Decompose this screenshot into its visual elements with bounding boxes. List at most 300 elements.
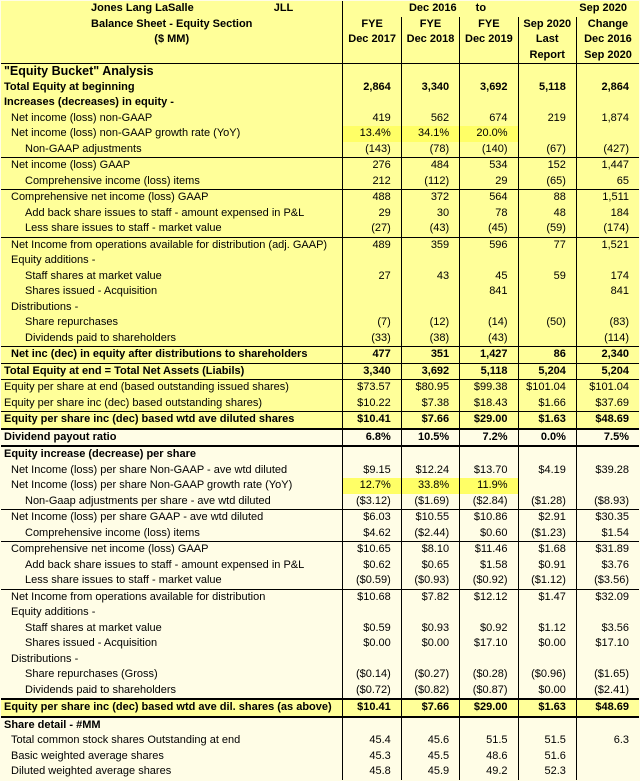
cell-value [343,446,401,463]
cell-value: 0.0% [518,429,576,447]
cell-value: (33) [343,331,401,347]
cell-value: (65) [518,174,576,190]
col2-head-a: FYE [401,17,459,33]
cell-value: 1,511 [576,190,639,206]
cell-value: ($8.93) [576,494,639,510]
cell-value: $29.00 [460,412,518,429]
cell-value: (45) [460,221,518,237]
cell-value: (14) [460,315,518,331]
cell-value: $8.10 [401,542,459,558]
cell-value [401,717,459,734]
cell-value: $10.65 [343,542,401,558]
cell-value: ($3.12) [343,494,401,510]
cell-value: 184 [576,206,639,222]
row-label: Dividends paid to shareholders [1,331,343,347]
cell-value: (78) [401,142,459,158]
col5-head-c: Sep 2020 [576,48,639,64]
table-row [1,190,639,206]
cell-value [401,652,459,668]
cell-value [460,717,518,734]
row-label: Staff shares at market value [1,621,343,637]
cell-value [576,446,639,463]
cell-value: 11.9% [460,478,518,494]
col2-head-b: Dec 2018 [401,32,459,48]
cell-value: 219 [518,111,576,127]
cell-value: (140) [460,142,518,158]
cell-value: $11.46 [460,542,518,558]
cell-value: 1,427 [460,347,518,364]
cell-value: $29.00 [460,699,518,717]
cell-value [460,446,518,463]
cell-value: 372 [401,190,459,206]
cell-value: $18.43 [460,396,518,412]
cell-value: ($2.84) [460,494,518,510]
table-row [1,764,639,780]
row-label: Net Income (loss) per share Non-GAAP growth rate (YoY) [1,478,343,494]
cell-value [401,300,459,316]
cell-value: 7.2% [460,429,518,447]
cell-value: 20.0% [460,126,518,142]
cell-value [576,605,639,621]
row-label: Share repurchases (Gross) [1,667,343,683]
cell-value [518,126,576,142]
cell-value: $17.10 [460,636,518,652]
cell-value [518,284,576,300]
cell-value: $1.68 [518,542,576,558]
row-label: Net income (loss) GAAP [1,158,343,174]
cell-value: 3,692 [401,363,459,380]
cell-value [401,253,459,269]
cell-value: ($0.27) [401,667,459,683]
cell-value: $1.63 [518,699,576,717]
cell-value [460,95,518,111]
cell-value [576,478,639,494]
cell-value [460,253,518,269]
cell-value [576,749,639,765]
cell-value [576,652,639,668]
cell-value [576,764,639,780]
cell-value: 276 [343,158,401,174]
cell-value [401,605,459,621]
cell-value: $0.60 [460,526,518,542]
cell-value [518,652,576,668]
table-row [1,412,639,429]
table-row [1,158,639,174]
cell-value [518,300,576,316]
cell-value [343,253,401,269]
cell-value: ($0.82) [401,683,459,700]
period-from: Dec 2016 [343,1,460,17]
row-label: Shares issued - Acquisition [1,284,343,300]
row-label: Net income (loss) non-GAAP [1,111,343,127]
table-row [1,699,639,717]
cell-value: 45.3 [343,749,401,765]
table-row [1,429,639,447]
cell-value: ($1.69) [401,494,459,510]
cell-value: 212 [343,174,401,190]
row-label: Add back share issues to staff - amount expensed in P&L [1,206,343,222]
col4-head-c: Report [518,48,576,64]
cell-value: ($0.72) [343,683,401,700]
cell-value: 2,340 [576,347,639,364]
cell-value: 674 [460,111,518,127]
table-row [1,717,639,734]
cell-value: 174 [576,269,639,285]
cell-value [576,253,639,269]
row-label: Equity additions - [1,605,343,621]
cell-value: 29 [460,174,518,190]
cell-value: 1,874 [576,111,639,127]
cell-value: 27 [343,269,401,285]
cell-value: 841 [460,284,518,300]
cell-value: 52.3 [518,764,576,780]
table-row [1,347,639,364]
cell-value: $0.65 [401,558,459,574]
col4-head-b: Last [518,32,576,48]
row-label: Non-GAAP adjustments [1,142,343,158]
cell-value: 45.9 [401,764,459,780]
cell-value: $9.15 [343,463,401,479]
cell-value: (38) [401,331,459,347]
cell-value [518,717,576,734]
row-label: Comprehensive net income (loss) GAAP [1,542,343,558]
table-row [1,542,639,558]
cell-value: ($1.65) [576,667,639,683]
cell-value: $10.41 [343,699,401,717]
cell-value [576,300,639,316]
table-row [1,80,639,96]
units-label: ($ MM) [1,32,343,48]
cell-value: 45.4 [343,733,401,749]
cell-value: 51.6 [518,749,576,765]
row-label: Staff shares at market value [1,269,343,285]
cell-value: $48.69 [576,412,639,429]
cell-value [518,95,576,111]
cell-value: $12.24 [401,463,459,479]
cell-value: 477 [343,347,401,364]
cell-value: $13.70 [460,463,518,479]
cell-value [518,446,576,463]
table-body [1,64,639,780]
cell-value: $39.28 [576,463,639,479]
table-row [1,206,639,222]
row-label: Less share issues to staff - market value [1,221,343,237]
cell-value: $0.59 [343,621,401,637]
table-row [1,380,639,396]
cell-value: $31.89 [576,542,639,558]
row-label: Distributions - [1,300,343,316]
cell-value: $0.00 [518,683,576,700]
table-row [1,478,639,494]
cell-value: $1.66 [518,396,576,412]
cell-value: 351 [401,347,459,364]
cell-value [576,126,639,142]
col3-head-b: Dec 2019 [460,32,518,48]
table-row [1,253,639,269]
table-row [1,683,639,700]
row-label: Shares issued - Acquisition [1,636,343,652]
cell-value: ($1.12) [518,573,576,589]
cell-value: $30.35 [576,510,639,526]
cell-value: (12) [401,315,459,331]
cell-value: (43) [401,221,459,237]
row-label: Equity per share inc (dec) based wtd ave diluted shares [1,412,343,429]
row-label: Net Income (loss) per share Non-GAAP - ave wtd diluted [1,463,343,479]
cell-value: 7.5% [576,429,639,447]
row-label: Add back share issues to staff - amount expensed in P&L [1,558,343,574]
col5-head-b: Dec 2016 [576,32,639,48]
cell-value [518,331,576,347]
cell-value: ($0.87) [460,683,518,700]
cell-value: 152 [518,158,576,174]
table-row [1,269,639,285]
cell-value: 1,521 [576,237,639,253]
table-row [1,526,639,542]
cell-value: 488 [343,190,401,206]
row-label: Net Income from operations available for distribution [1,589,343,605]
table-row [1,733,639,749]
cell-value: $2.91 [518,510,576,526]
cell-value: $4.19 [518,463,576,479]
cell-value: 2,864 [343,80,401,96]
cell-value: $7.66 [401,699,459,717]
cell-value: $3.56 [576,621,639,637]
cell-value: $0.00 [518,636,576,652]
cell-value [576,64,639,80]
cell-value [460,605,518,621]
table-row [1,284,639,300]
cell-value: ($0.14) [343,667,401,683]
cell-value: 59 [518,269,576,285]
cell-value: 86 [518,347,576,364]
cell-value: (50) [518,315,576,331]
table-row [1,446,639,463]
cell-value: 534 [460,158,518,174]
table-header [1,1,639,64]
row-label: Less share issues to staff - market value [1,573,343,589]
cell-value: $0.91 [518,558,576,574]
row-label: Comprehensive net income (loss) GAAP [1,190,343,206]
col3-head-a: FYE [460,17,518,33]
cell-value [518,478,576,494]
cell-value [343,64,401,80]
cell-value [518,64,576,80]
row-label: Dividend payout ratio [1,429,343,447]
cell-value: $7.82 [401,589,459,605]
cell-value [460,300,518,316]
row-label: Comprehensive income (loss) items [1,526,343,542]
cell-value: ($0.59) [343,573,401,589]
cell-value: 6.8% [343,429,401,447]
cell-value [518,253,576,269]
cell-value [576,95,639,111]
cell-value: 43 [401,269,459,285]
row-label: Comprehensive income (loss) items [1,174,343,190]
cell-value: (174) [576,221,639,237]
cell-value [401,284,459,300]
col4-head-a: Sep 2020 [518,17,576,33]
row-label: Distributions - [1,652,343,668]
table-row [1,64,639,80]
cell-value: 3,340 [401,80,459,96]
cell-value: $10.41 [343,412,401,429]
table-row [1,589,639,605]
table-row [1,510,639,526]
row-label: Net Income from operations available for distribution (adj. GAAP) [1,237,343,253]
cell-value: 65 [576,174,639,190]
cell-value [401,95,459,111]
row-label: Increases (decreases) in equity - [1,95,343,111]
table-row [1,396,639,412]
cell-value: 489 [343,237,401,253]
cell-value: $37.69 [576,396,639,412]
cell-value: 13.4% [343,126,401,142]
cell-value: $17.10 [576,636,639,652]
cell-value: 12.7% [343,478,401,494]
cell-value: $1.58 [460,558,518,574]
cell-value: $0.62 [343,558,401,574]
row-label: Net inc (dec) in equity after distributions to shareholders [1,347,343,364]
cell-value: 45.6 [401,733,459,749]
cell-value [343,605,401,621]
row-label: Basic weighted average shares [1,749,343,765]
cell-value [343,717,401,734]
cell-value: $10.68 [343,589,401,605]
table-row [1,652,639,668]
cell-value: $10.55 [401,510,459,526]
table-row [1,363,639,380]
cell-value: $1.54 [576,526,639,542]
row-label: Net Income (loss) per share GAAP - ave wtd diluted [1,510,343,526]
table-row [1,300,639,316]
row-label: Total common stock shares Outstanding at end [1,733,343,749]
cell-value: 5,118 [460,363,518,380]
cell-value: $7.66 [401,412,459,429]
cell-value: 45.5 [401,749,459,765]
col1-head-b: Dec 2017 [343,32,401,48]
table-row [1,667,639,683]
cell-value: 51.5 [518,733,576,749]
cell-value: 88 [518,190,576,206]
table-row [1,237,639,253]
table-row [1,142,639,158]
col1-head-a: FYE [343,17,401,33]
row-label: Total Equity at end = Total Net Assets (Liabils) [1,363,343,380]
cell-value: 45.8 [343,764,401,780]
row-label: Equity increase (decrease) per share [1,446,343,463]
table-row [1,749,639,765]
table-row [1,463,639,479]
row-label: Equity per share inc (dec) based wtd ave dil. shares (as above) [1,699,343,717]
table-row [1,95,639,111]
cell-value: $48.69 [576,699,639,717]
cell-value: 841 [576,284,639,300]
cell-value [401,64,459,80]
cell-value [460,652,518,668]
cell-value: $32.09 [576,589,639,605]
cell-value: ($1.28) [518,494,576,510]
row-label: Share repurchases [1,315,343,331]
cell-value: 419 [343,111,401,127]
cell-value: $1.47 [518,589,576,605]
cell-value: ($1.23) [518,526,576,542]
table-row [1,111,639,127]
cell-value [576,717,639,734]
cell-value: $10.22 [343,396,401,412]
row-label: Total Equity at beginning [1,80,343,96]
cell-value: 359 [401,237,459,253]
cell-value: $12.12 [460,589,518,605]
cell-value [460,64,518,80]
cell-value: ($3.56) [576,573,639,589]
cell-value: 6.3 [576,733,639,749]
table-row [1,174,639,190]
period-to-word: to [460,1,518,17]
sheet-title: Balance Sheet - Equity Section [1,17,343,33]
cell-value: 78 [460,206,518,222]
cell-value [343,652,401,668]
cell-value: (143) [343,142,401,158]
table-row [1,221,639,237]
cell-value: $1.63 [518,412,576,429]
cell-value: $3.76 [576,558,639,574]
row-label: Dividends paid to shareholders [1,683,343,700]
cell-value: (114) [576,331,639,347]
cell-value: 34.1% [401,126,459,142]
cell-value: $6.03 [343,510,401,526]
cell-value: $101.04 [576,380,639,396]
table-row [1,621,639,637]
cell-value: 3,692 [460,80,518,96]
row-label: Equity per share at end (based outstanding issued shares) [1,380,343,396]
cell-value: $0.93 [401,621,459,637]
cell-value: 5,204 [518,363,576,380]
cell-value: 596 [460,237,518,253]
cell-value: $99.38 [460,380,518,396]
cell-value [518,605,576,621]
cell-value: 5,118 [518,80,576,96]
cell-value: 30 [401,206,459,222]
cell-value: $101.04 [518,380,576,396]
ticker: JLL [273,2,294,15]
cell-value: 1,447 [576,158,639,174]
cell-value: (59) [518,221,576,237]
period-to: Sep 2020 [518,1,639,17]
cell-value: $0.00 [343,636,401,652]
cell-value: $7.38 [401,396,459,412]
cell-value: (427) [576,142,639,158]
row-label: Net income (loss) non-GAAP growth rate (YoY) [1,126,343,142]
cell-value: 562 [401,111,459,127]
cell-value: 48 [518,206,576,222]
cell-value: (112) [401,174,459,190]
cell-value: 51.5 [460,733,518,749]
row-label: Non-Gaap adjustments per share - ave wtd diluted [1,494,343,510]
cell-value: 45 [460,269,518,285]
cell-value: 29 [343,206,401,222]
cell-value: 484 [401,158,459,174]
col5-head-a: Change [576,17,639,33]
cell-value: $1.12 [518,621,576,637]
cell-value: ($0.92) [460,573,518,589]
cell-value: 564 [460,190,518,206]
cell-value: 2,864 [576,80,639,96]
cell-value [343,284,401,300]
cell-value: $73.57 [343,380,401,396]
cell-value: ($0.28) [460,667,518,683]
cell-value: 48.6 [460,749,518,765]
cell-value [401,446,459,463]
